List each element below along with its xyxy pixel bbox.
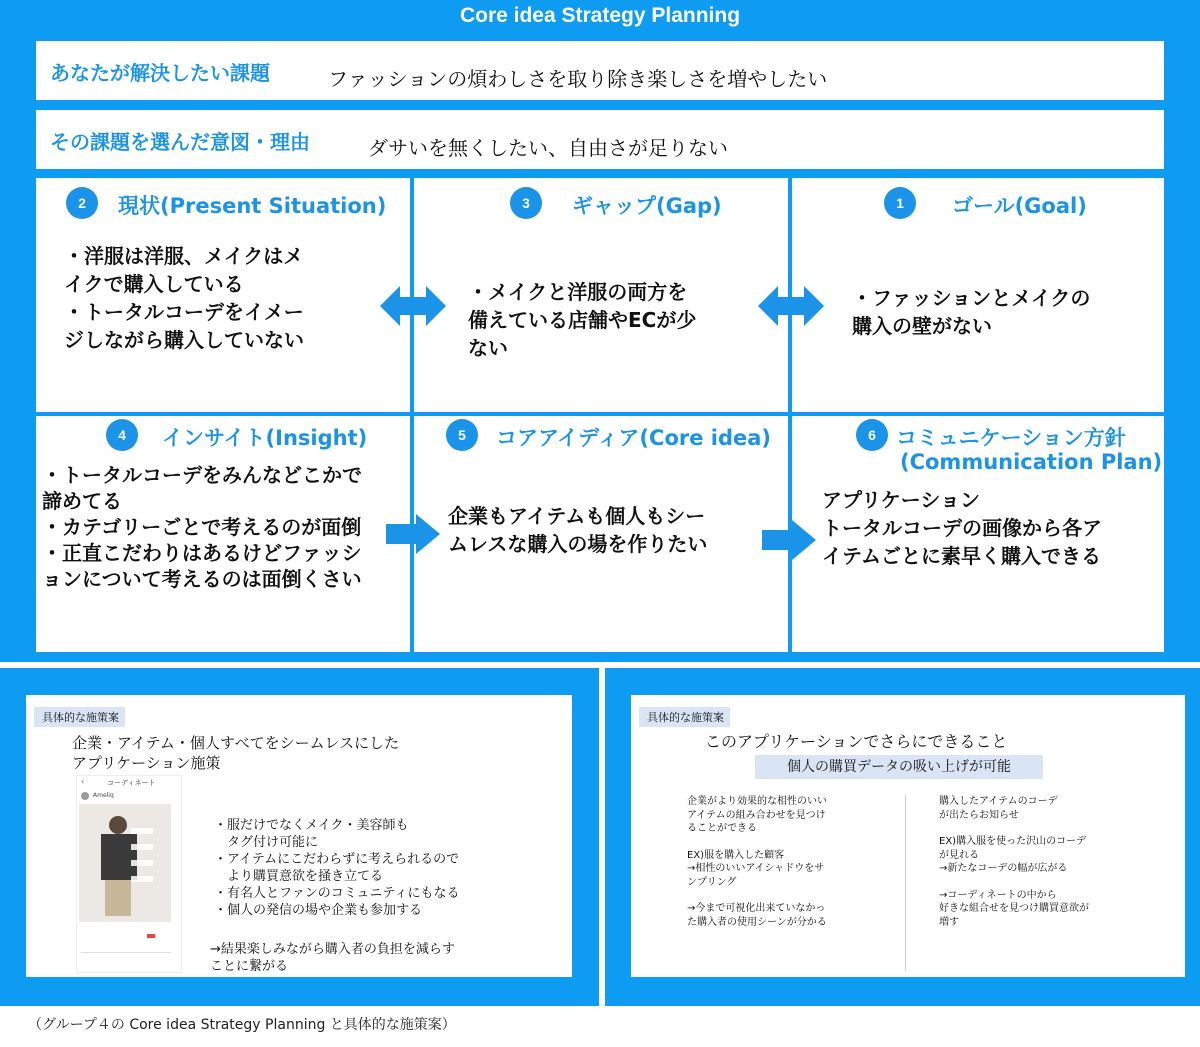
column-line: →今まで可視化出来ていなかっ [687, 903, 826, 914]
item-tag [131, 828, 153, 834]
goal-cell [792, 178, 1164, 412]
core-idea-cell [414, 416, 788, 652]
column-line: EX)服を購入した顧客 [687, 849, 785, 861]
body-line: ムレスな購入の場を作りたい [448, 532, 708, 556]
slide-frame-left [0, 668, 599, 1006]
title-line: 企業・アイテム・個人すべてをシームレスにした [72, 734, 400, 752]
photo-figure-top [101, 834, 137, 880]
column-spacer [939, 876, 1089, 889]
gap-body [468, 278, 696, 362]
item-tag [131, 860, 153, 866]
column-line: →新たなコーデの幅が広がる [939, 863, 1068, 874]
bullet-line: ・有名人とファンのコミュニティにもなる [214, 886, 460, 901]
column-line: た購入者の使用シーンが分かる [687, 916, 827, 928]
slide-frame-right [605, 668, 1200, 1006]
column-line: ることができる [687, 823, 757, 834]
back-icon: ‹ [81, 777, 85, 786]
phone-mockup [76, 775, 182, 973]
body-line: 購入の壁がない [852, 314, 992, 338]
issue-value: ファッションの煩わしさを取り除き楽しさを増やしたい [328, 67, 828, 91]
step-number: 1 [884, 187, 916, 219]
right-arrow-icon [762, 520, 816, 560]
body-line: ・ファッションとメイクの [852, 286, 1091, 310]
slide-subtitle: 個人の購買データの吸い上げが可能 [755, 755, 1043, 779]
bullet-line: ・個人の発信の場や企業も参加する [214, 903, 423, 918]
body-line: 備えている店舗やECが少 [468, 308, 697, 332]
column-spacer [687, 889, 827, 902]
bullet-line: より購買意欲を掻き立てる [214, 869, 384, 884]
photo-figure-bottom [105, 880, 131, 916]
slide-app-extras [631, 695, 1185, 977]
body-line: ない [468, 336, 508, 360]
present-cell [36, 178, 410, 412]
body-line: イテムごとに素早く購入できる [822, 544, 1101, 568]
item-tag [131, 876, 153, 882]
insight-heading: インサイト(Insight) [162, 426, 368, 450]
conclusion-line: ことに繋がる [210, 959, 289, 974]
body-line: ・洋服は洋服、メイクはメ [64, 244, 304, 268]
slide-title: このアプリケーションでさらにできること [705, 732, 1008, 751]
column-line: が出たらお知らせ [939, 809, 1019, 821]
communication-body [822, 486, 1102, 570]
column-divider [905, 795, 906, 971]
step-number: 2 [66, 187, 98, 219]
communication-cell [792, 416, 1164, 652]
present-heading: 現状(Present Situation) [118, 194, 387, 218]
step-number: 5 [446, 419, 478, 451]
body-line: ・カテゴリーごとで考えるのが面倒 [42, 515, 362, 539]
page-title: Core idea Strategy Planning [459, 4, 741, 27]
step-number: 3 [510, 187, 542, 219]
title-line: アプリケーション施策 [72, 754, 221, 772]
goal-heading: ゴール(Goal) [952, 194, 1087, 218]
right-column [939, 795, 1089, 929]
body-line: イクで購入している [64, 272, 244, 296]
reason-value: ダサいを無くしたい、自由さが足りない [368, 136, 728, 160]
core-body [448, 502, 707, 558]
body-line: トータルコーデの画像から各ア [822, 516, 1102, 540]
left-column [687, 795, 827, 929]
slide-app-proposal [26, 695, 572, 977]
column-line: アイテムの組み合わせを見つけ [687, 809, 826, 821]
column-spacer [687, 836, 827, 849]
slide-bullets [214, 817, 459, 919]
communication-heading: コミュニケーション方針 [896, 426, 1126, 450]
figure-caption: （グループ４の Core idea Strategy Planning と具体的な施策案） [28, 1017, 456, 1033]
column-line: 購入したアイテムのコーデ [939, 796, 1058, 807]
present-body [64, 242, 304, 354]
body-line: ・トータルコーデをみんなどこかで [42, 463, 362, 487]
double-arrow-icon [758, 284, 824, 328]
body-line: 企業もアイテムも個人もシー [448, 504, 706, 528]
slide-conclusion [210, 941, 455, 975]
communication-heading-sub: (Communication Plan) [900, 450, 1163, 474]
phone-header: コーディネート [107, 779, 156, 787]
column-line: ンプリング [687, 876, 737, 888]
step-number: 6 [856, 419, 888, 451]
outfit-photo [79, 804, 171, 922]
column-line: →相性のいいアイシャドウをサ [687, 863, 825, 874]
column-line: が見れる [939, 849, 979, 861]
avatar [81, 792, 89, 800]
bullet-line: ・アイテムにこだわらずに考えられるので [214, 852, 460, 867]
item-tag [131, 844, 153, 850]
step-number: 4 [106, 419, 138, 451]
reason-row [36, 110, 1164, 169]
column-line: EX)購入服を使った沢山のコーデ [939, 836, 1087, 847]
bullet-line: ・服だけでなくメイク・美容師も [214, 818, 409, 833]
core-heading: コアアイディア(Core idea) [496, 426, 772, 450]
reason-label: その課題を選んだ意図・理由 [50, 130, 310, 154]
body-line: ジしながら購入していない [64, 328, 304, 352]
issue-label: あなたが解決したい課題 [50, 61, 270, 85]
slide-tag: 具体的な施策案 [639, 707, 730, 727]
column-line: 好きな組合せを見つけ購買意欲が [939, 903, 1089, 914]
body-line: ・トータルコーデをイメー [64, 300, 304, 324]
phone-user: Ameliq [93, 792, 114, 799]
body-line: アプリケーション [822, 488, 980, 512]
cart-icon [147, 934, 155, 938]
gap-cell [414, 178, 788, 412]
insight-cell [36, 416, 410, 652]
photo-figure-head [109, 816, 127, 834]
goal-body [852, 284, 1090, 340]
column-line: →コーディネートの中から [939, 889, 1057, 901]
body-line: ョンについて考えるのは面倒くさい [42, 567, 362, 591]
column-line: 増す [939, 916, 959, 928]
double-arrow-icon [380, 284, 446, 328]
right-arrow-icon [386, 514, 440, 554]
gap-heading: ギャップ(Gap) [572, 194, 722, 218]
bullet-line: タグ付け可能に [214, 835, 319, 850]
slide-tag: 具体的な施策案 [34, 707, 125, 727]
conclusion-line: →結果楽しみながら購入者の負担を減らす [210, 942, 455, 957]
body-line: ・正直こだわりはあるけどファッシ [42, 541, 362, 565]
body-line: 諦めてる [42, 489, 122, 513]
insight-body [42, 462, 362, 592]
column-spacer [939, 822, 1089, 835]
body-line: ・メイクと洋服の両方を [468, 280, 688, 304]
column-line: 企業がより効果的な相性のいい [687, 796, 827, 807]
issue-row [36, 41, 1164, 100]
phone-divider [81, 952, 171, 953]
slide-title [72, 733, 399, 773]
